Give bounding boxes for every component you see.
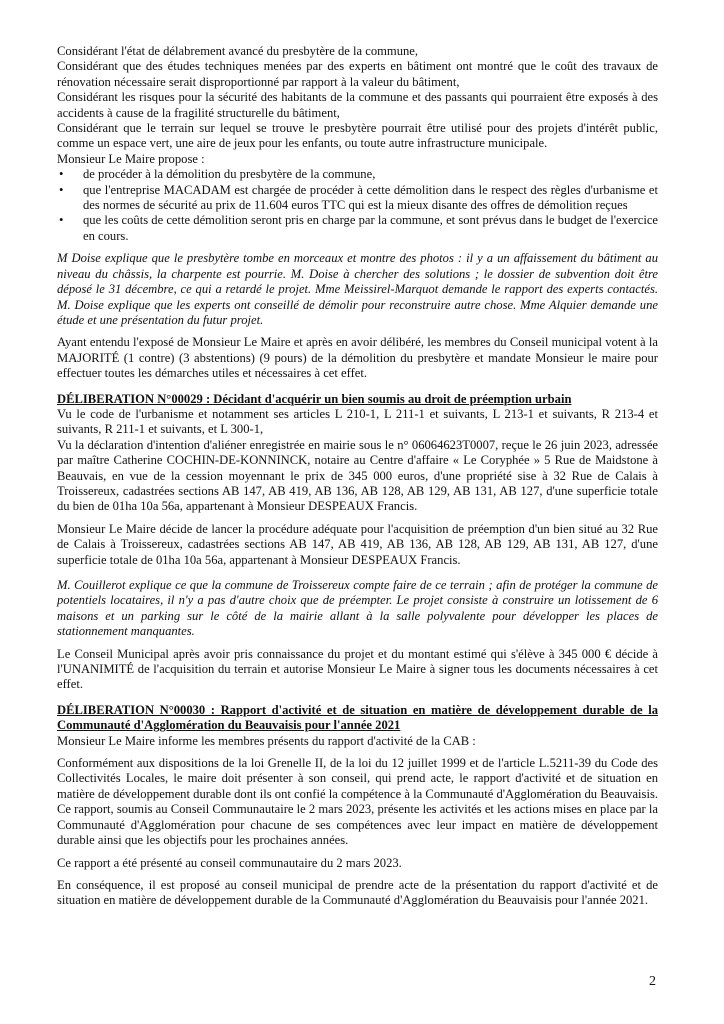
bullet-icon: • [59, 182, 64, 197]
considerant-line: Considérant les risques pour la sécurité des habitants de la commune et des passants qui pourraient être exposés à des accidents à cause de la fragilité structurelle du bâtiment, [57, 90, 658, 120]
considerant-line: Considérant que des études techniques menées par des experts en bâtiment ont montré que le coût des travaux de rénovation nécessaire serait disproportionné par rapport à la valeur du bâtiment, [57, 59, 658, 89]
deliberation-title: DÉLIBERATION N°00029 : Décidant d'acquérir un bien soumis au droit de préemption urbain [57, 391, 572, 406]
body-paragraph: Ce rapport a été présenté au conseil communautaire du 2 mars 2023. [57, 855, 402, 870]
bullet-icon: • [59, 167, 64, 182]
debate-comment: M Doise explique que le presbytère tombe en morceaux et montre des photos : il y a un affaissement du bâtiment au niveau du châssis, la charpente est pourrie. M. Doise à chercher des solutions ; le dossier de subvention doit être déposé le 31 décembre, ce qui a retardé le projet. Mme Meissirel-Marquot demande le rapport des experts contactés. M. Doise explique que les experts ont conseillé de démolir pour reconstruire autre chose. Mme Alquier demande une étude et une présentation du futur projet. [57, 251, 658, 327]
considerant-line: Considérant l'état de délabrement avancé du presbytère de la commune, [57, 44, 419, 58]
body-paragraph: Conformément aux dispositions de la loi Grenelle II, de la loi du 12 juillet 1999 et de l'article L.5211-39 du Code des Collectivités Locales, le maire doit présenter à son conseil, qui prend acte, le rapport d'activité et de situation en matière de développement durable dont ils ont confié la compétence à la Communauté d'Agglomération du Beauvaisis. Ce rapport, soumis au Conseil Communautaire le 2 mars 2023, présente les activités et les actions mises en place par la Communauté d'Agglomération pour chacune de ses compétences avec leur impact en matière de développement durable ainsi que les objectifs pour les prochaines années. [57, 756, 658, 848]
list-item: • que l'entreprise MACADAM est chargée de procéder à cette démolition dans le respect des règles d'urbanisme et des normes de sécurité au prix de 11.604 euros TTC qui est la mieux disante des offres de démolition reçues [59, 182, 658, 213]
vu-paragraph: Vu le code de l'urbanisme et notamment ses articles L 210-1, L 211-1 et suivants, L 213-1 et suivants, R 213-4 et suivants, R 211-1 et suivants, et L 300-1, [57, 406, 658, 437]
considerant-block [57, 44, 658, 382]
deliberation-00030 [57, 703, 658, 909]
list-item: • que les coûts de cette démolition seront pris en charge par la commune, et sont prévus dans le budget de l'exercice en cours. [59, 213, 658, 243]
deliberation-00029 [57, 392, 658, 693]
maire-propose: Monsieur Le Maire propose : [57, 151, 205, 166]
vu-paragraph: Vu la déclaration d'intention d'aliéner enregistrée en mairie sous le n° 06064623T0007, reçue le 26 juin 2023, adressée par maître Catherine COCHIN-DE-KONNINCK, notaire au Centre d'affaire « Le Coryphée » 5 Rue de Maidstone à Beauvais, en vue de la cession moyennant le prix de 345 000 euros, d'une propriété sise à 32 Rue de Calais à Troissereux, cadastrées sections AB 147, AB 419, AB 136, AB 128, AB 129, AB 131, AB 127, d'une superficie totale du bien de 01ha 10a 56a, appartenant à Monsieur DESPEAUX Francis. [57, 437, 658, 514]
body-paragraph: En conséquence, il est proposé au conseil municipal de prendre acte de la présentation du rapport d'activité et de situation en matière de développement durable de la Communauté d'Agglomération du Beauvaisis pour l'année 2021. [57, 877, 658, 908]
deliberation-title: DÉLIBERATION N°00030 : Rapport d'activité et de situation en matière de développement durable de la Communauté d'Agglomération du Beauvaisis pour l'année 2021 [57, 702, 658, 733]
debate-comment: M. Couillerot explique ce que la commune de Troissereux compte faire de ce terrain ; afin de protéger la commune de potentiels locataires, il n'y a pas d'autre choix que de préempter. Le projet consiste à construire un lotissement de 6 maisons et un parking sur le côté de la mairie allant à la salle polyvalente pour développer les places de stationnement manquantes. [57, 578, 658, 639]
proposal-list [57, 167, 658, 244]
considerant-line: Considérant que le terrain sur lequel se trouve le presbytère pourrait être utilisé pour des projets d'intérêt public, comme un espace vert, une aire de jeux pour les enfants, ou toute autre infrastructure municipale. [57, 121, 658, 151]
bullet-icon: • [59, 213, 64, 228]
page-number: 2 [649, 974, 656, 989]
vote-decision: Le Conseil Municipal après avoir pris connaissance du projet et du montant estimé qui s'élève à 345 000 € décide à l'UNANIMITÉ de l'acquisition du terrain et autorise Monsieur Le Maire à signer tous les documents nécessaires à cet effet. [57, 646, 658, 692]
list-item: • de procéder à la démolition du presbytère de la commune, [59, 167, 376, 182]
maire-decision: Monsieur Le Maire décide de lancer la procédure adéquate pour l'acquisition de préemption d'un bien situé au 32 Rue de Calais à Troissereux, cadastrées sections AB 147, AB 419, AB 136, AB 128, AB 129, AB 131, AB 127, d'une superficie totale de 01ha 10a 56a, appartenant à Monsieur DESPEAUX Francis. [57, 521, 658, 567]
vote-decision: Ayant entendu l'exposé de Monsieur Le Maire et après en avoir délibéré, les membres du Conseil municipal votent à la MAJORITÉ (1 contre) (3 abstentions) (9 pours) de la démolition du presbytère et mandate Monsieur le maire pour effectuer toutes les démarches utiles et nécessaires à cet effet. [57, 335, 658, 381]
intro-paragraph: Monsieur Le Maire informe les membres présents du rapport d'activité de la CAB : [57, 733, 476, 748]
